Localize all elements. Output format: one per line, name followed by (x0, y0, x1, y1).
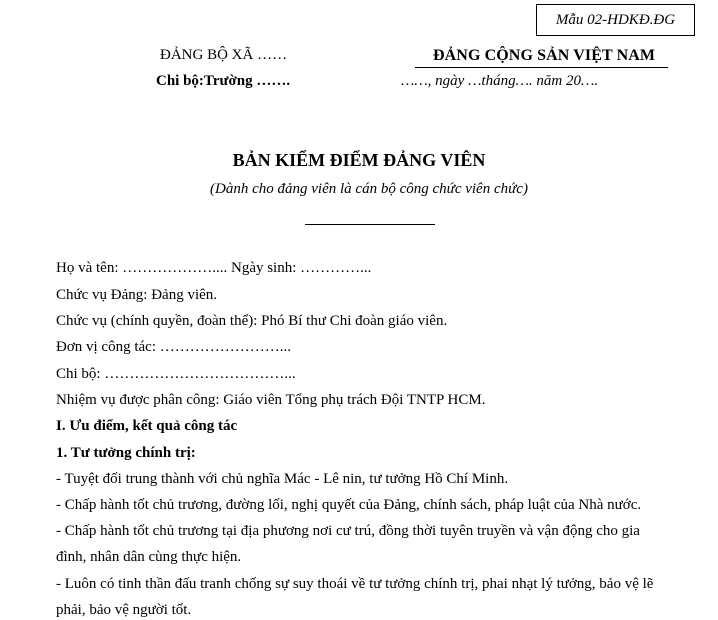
party-committee-label: ĐẢNG BỘ XÃ …… (160, 47, 288, 63)
party-position-field: Chức vụ Đảng: Đảng viên. (56, 287, 218, 303)
assigned-task-field: Nhiệm vụ được phân công: Giáo viên Tổng phụ trách Đội TNTP HCM. (56, 392, 486, 408)
form-code: Mẫu 02-HDKĐ.ĐG (555, 12, 676, 28)
work-unit-field: Đơn vị công tác: ……………………... (56, 339, 291, 355)
document-title: BẢN KIỂM ĐIỂM ĐẢNG VIÊN (232, 150, 486, 170)
party-cell-field: Chi bộ: ………………………………... (56, 366, 296, 382)
list-item: - Chấp hành tốt chủ trương, đường lối, nghị quyết của Đảng, chính sách, pháp luật của Nhà nước. (56, 497, 642, 513)
list-item: - Tuyệt đối trung thành với chủ nghĩa Mác - Lê nin, tư tưởng Hồ Chí Minh. (56, 471, 509, 487)
party-cell-label: Chi bộ:Trường ……. (156, 73, 291, 89)
section-1-heading: I. Ưu điểm, kết quả công tác (56, 418, 238, 434)
party-name: ĐẢNG CỘNG SẢN VIỆT NAM (433, 47, 656, 64)
list-item: - Luôn có tinh thần đấu tranh chống sự suy thoái về tư tưởng chính trị, phai nhạt lý tưởng, bảo vệ lẽ (56, 576, 654, 592)
document-subtitle: (Dành cho đảng viên là cán bộ công chức viên chức) (210, 181, 528, 197)
list-item: - Chấp hành tốt chủ trương tại địa phương nơi cư trú, đồng thời tuyên truyền và vận động cho gia (56, 523, 640, 539)
subsection-1-heading: 1. Tư tưởng chính trị: (56, 445, 196, 461)
list-item-continuation: phải, bảo vệ người tốt. (56, 602, 192, 618)
list-item-continuation: đình, nhân dân cùng thực hiện. (56, 549, 242, 565)
govt-position-field: Chức vụ (chính quyền, đoàn thể): Phó Bí thư Chi đoàn giáo viên. (56, 313, 448, 329)
date-line: ……, ngày …tháng…. năm 20…. (401, 73, 599, 89)
party-name-underline (415, 67, 668, 68)
name-dob-field: Họ và tên: ……………….... Ngày sinh: …………... (56, 260, 372, 276)
title-divider (305, 224, 435, 225)
form-code-box (536, 4, 695, 36)
